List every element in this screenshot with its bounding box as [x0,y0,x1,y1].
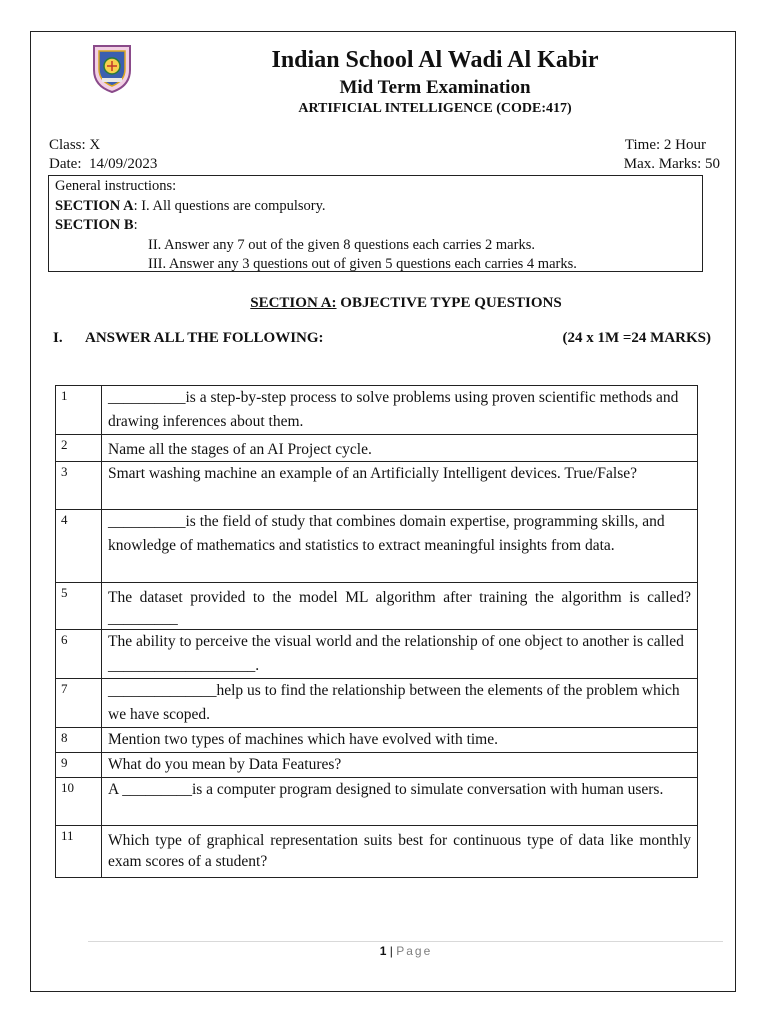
question-number: 4 [56,510,102,583]
part-marks: (24 x 1M =24 MARKS) [562,330,711,346]
question-row [56,826,698,878]
question-text: __________is the field of study that combines domain expertise, programming skills, and knowledge of mathematics and statistics to extract meaningful insights from data. [102,510,698,583]
question-number: 10 [56,778,102,826]
instruction-line-ii: II. Answer any 7 out of the given 8 questions each carries 2 marks. [148,236,535,253]
page-separator: | [386,944,397,958]
exam-title: Mid Term Examination [339,77,531,98]
questions-table [55,385,698,878]
subject-title: ARTIFICIAL INTELLIGENCE (CODE:417) [298,101,572,116]
question-number: 2 [56,435,102,462]
question-number: 5 [56,583,102,630]
question-row [56,630,698,679]
question-number: 8 [56,728,102,753]
question-number: 11 [56,826,102,878]
question-text: The dataset provided to the model ML algorithm after training the algorithm is called? _________ [102,583,698,630]
question-row [56,386,698,435]
school-name: Indian School Al Wadi Al Kabir [271,47,599,73]
instruction-line-iii: III. Answer any 3 questions out of given 5 questions each carries 4 marks. [148,256,577,272]
question-text: __________is a step-by-step process to solve problems using proven scientific methods and drawing inferences about them. [102,386,698,435]
class-label: Class: X [49,137,101,153]
general-instructions-box [48,175,703,272]
section-a-heading [0,295,768,312]
section-a-heading-rest: OBJECTIVE TYPE QUESTIONS [336,295,562,311]
page-footer [0,944,768,958]
question-row [56,435,698,462]
question-text: A _________is a computer program designed to simulate conversation with human users. [102,778,698,826]
date-label: Date: 14/09/2023 [49,156,158,172]
section-b-colon: : [133,217,138,233]
question-text: Which type of graphical representation suits best for continuous type of data like monthly exam scores of a student? [102,826,698,878]
question-number: 1 [56,386,102,435]
section-a-label: SECTION A [55,197,134,214]
question-number: 9 [56,753,102,778]
section-a-heading-underlined: SECTION A: [250,295,337,311]
question-row [56,679,698,728]
question-text: Name all the stages of an AI Project cycle. [102,435,698,462]
question-row [56,510,698,583]
section-a-text: : I. All questions are compulsory. [133,197,326,214]
footer-divider [88,941,723,942]
time-label: Time: 2 Hour [624,137,706,153]
part-roman-numeral: I. [53,330,63,346]
page-number: 1 [379,944,387,958]
page-word: Page [396,944,433,958]
max-marks-label: Max. Marks: 50 [623,156,720,172]
question-row [56,728,698,753]
question-text: Smart washing machine an example of an Artificially Intelligent devices. True/False? [102,462,698,510]
question-text: ______________help us to find the relationship between the elements of the problem which we have scoped. [102,679,698,728]
question-text: What do you mean by Data Features? [102,753,698,778]
section-b-label: SECTION B [55,217,134,233]
question-number: 7 [56,679,102,728]
question-row [56,462,698,510]
instructions-title: General instructions: [55,178,177,194]
part-instruction: ANSWER ALL THE FOLLOWING: [85,330,324,346]
school-crest-logo [88,42,136,94]
question-number: 6 [56,630,102,679]
section-a-instruction [55,197,696,217]
section-b-instruction [55,216,696,236]
question-text: Mention two types of machines which have evolved with time. [102,728,698,753]
question-text: The ability to perceive the visual world and the relationship of one object to another is called ___________________. [102,630,698,679]
question-row [56,753,698,778]
question-row [56,778,698,826]
question-row [56,583,698,630]
question-number: 3 [56,462,102,510]
